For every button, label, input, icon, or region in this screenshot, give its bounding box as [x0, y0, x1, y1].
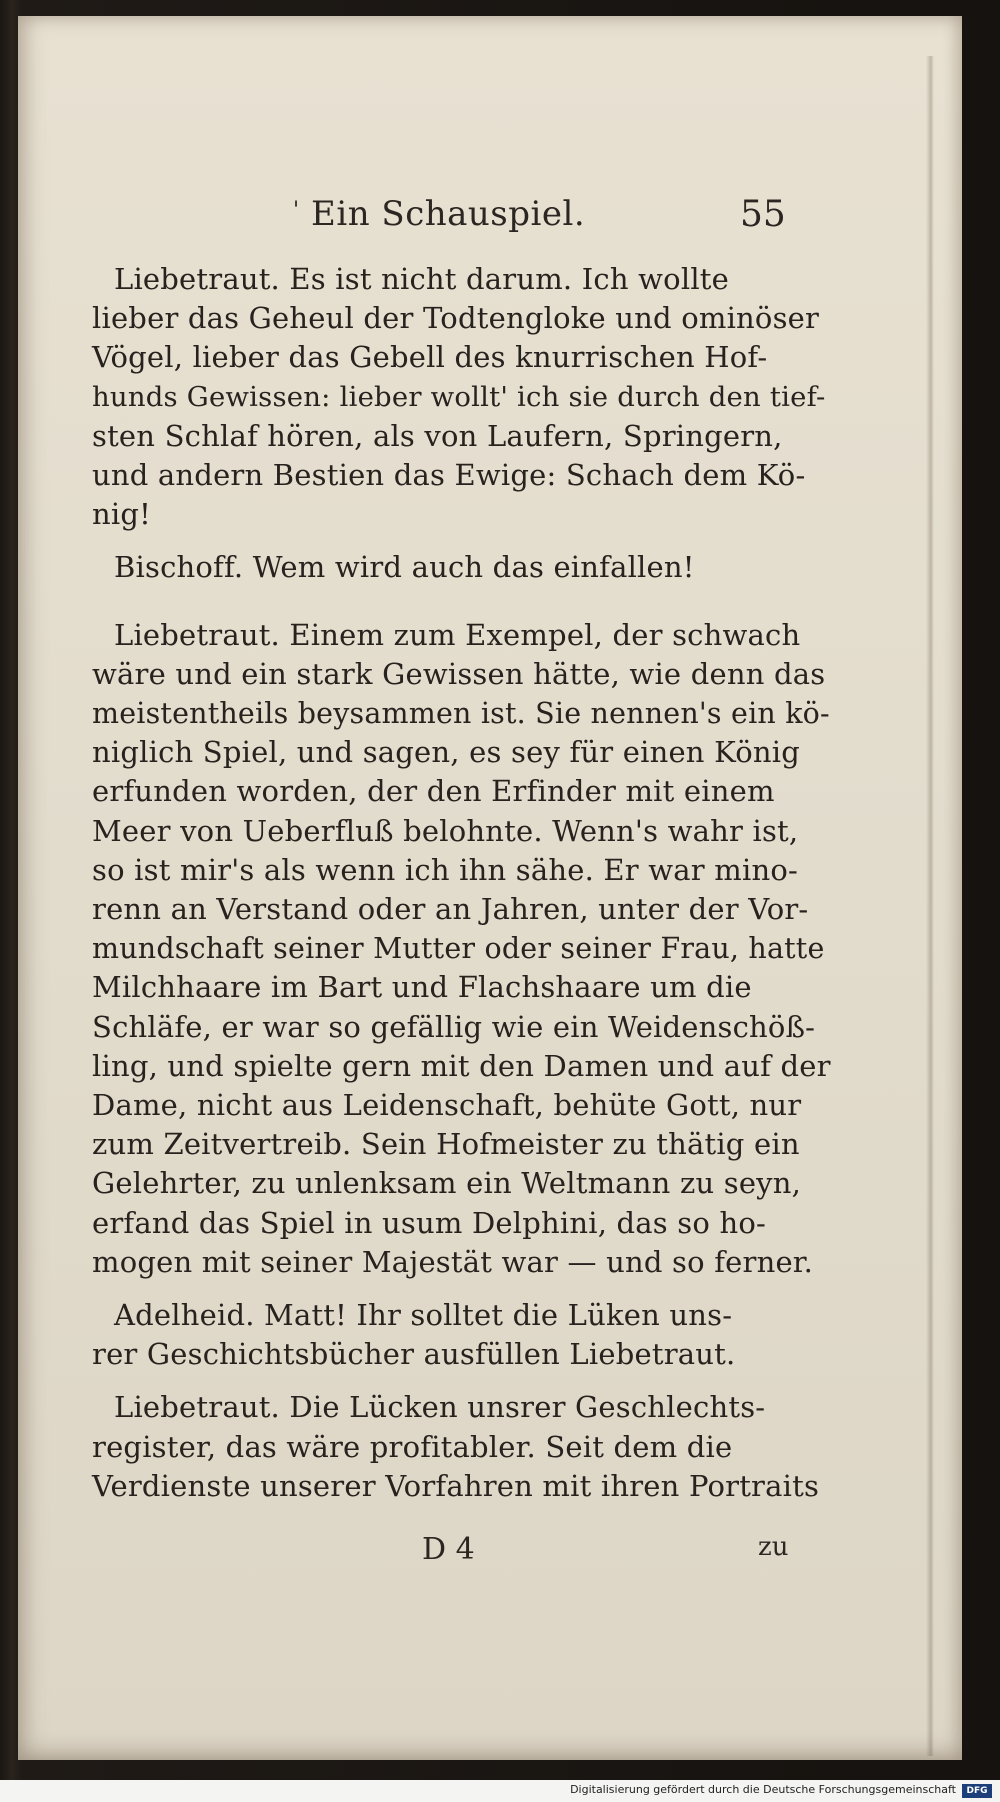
text-line: erfunden worden, der den Erfinder mit einem [92, 774, 775, 809]
text-line: Liebetraut. Es ist nicht darum. Ich wollte [114, 262, 730, 296]
paragraph-liebetraut-3 [92, 1388, 820, 1506]
page-header [18, 194, 962, 244]
paragraph-adelheid [92, 1296, 812, 1374]
text-line: Dame, nicht aus Leidenschaft, behüte Gott, nur [92, 1088, 802, 1123]
text-line: lieber das Geheul der Todtengloke und ominöser [92, 301, 820, 336]
text-line: renn an Verstand oder an Jahren, unter der Vor- [92, 892, 809, 927]
funding-bar [0, 1780, 1000, 1802]
paragraph-liebetraut-2 [92, 616, 831, 1282]
page-number: 55 [740, 194, 786, 235]
text-line: mogen mit seiner Majestät war — und so ferner. [92, 1244, 814, 1279]
page-footer [18, 1532, 962, 1572]
text-line: erfand das Spiel in usum Delphini, das so ho- [92, 1205, 766, 1240]
text-line: rer Geschichtsbücher ausfüllen Liebetraut. [92, 1337, 736, 1372]
running-title: Ein Schauspiel. [311, 194, 586, 234]
funding-note: Digitalisierung gefördert durch die Deutsche Forschungsgemeinschaft [570, 1783, 956, 1796]
text-line: Schläfe, er war so gefällig wie ein Weidenschöß- [92, 1009, 816, 1044]
text-line: Liebetraut. Die Lücken unsrer Geschlechts- [114, 1390, 766, 1425]
text-line: Vögel, lieber das Gebell des knurrischen Hof- [92, 340, 768, 375]
text-line: Gelehrter, zu unlenksam ein Weltmann zu seyn, [92, 1166, 802, 1201]
text-line: Liebetraut. Einem zum Exempel, der schwach [114, 617, 801, 652]
text-line: mundschaft seiner Mutter oder seiner Frau, hatte [92, 932, 825, 966]
text-line: Verdienste unserer Vorfahren mit ihren Portraits [92, 1468, 820, 1503]
paragraph-bischoff [92, 548, 812, 587]
text-line: wäre und ein stark Gewissen hätte, wie denn das [92, 656, 826, 691]
text-line: Milchhaare im Bart und Flachshaare um die [92, 970, 752, 1005]
catchword: zu [758, 1532, 789, 1562]
text-line: und andern Bestien das Ewige: Schach dem Kö- [92, 458, 806, 493]
text-line: Adelheid. Matt! Ihr solltet die Lüken uns- [114, 1298, 733, 1333]
text-line: ling, und spielte gern mit den Damen und auf der [92, 1048, 831, 1083]
text-line: Bischoff. Wem wird auch das einfallen! [114, 550, 695, 585]
text-line: Meer von Ueberfluß belohnte. Wenn's wahr ist, [92, 813, 799, 848]
text-line: zum Zeitvertreib. Sein Hofmeister zu thätig ein [92, 1127, 800, 1162]
page-gutter-shadow [926, 56, 934, 1756]
paragraph-liebetraut-1 [92, 260, 826, 534]
dfg-logo-icon: DFG [962, 1784, 992, 1798]
book-page [18, 16, 962, 1760]
text-line: hunds Gewissen: lieber wollt' ich sie durch den tief- [92, 380, 826, 413]
text-line: nig! [92, 497, 151, 532]
text-line: sten Schlaf hören, als von Laufern, Springern, [92, 418, 783, 453]
header-mark: ' [293, 198, 300, 223]
text-block [92, 260, 831, 1520]
signature-mark: D 4 [422, 1532, 475, 1567]
text-line: niglich Spiel, und sagen, es sey für einen König [92, 735, 800, 770]
text-line: meistentheils beysammen ist. Sie nennen's ein kö- [92, 697, 830, 731]
text-line: register, das wäre profitabler. Seit dem die [92, 1429, 733, 1464]
text-line: so ist mir's als wenn ich ihn sähe. Er war mino- [92, 852, 798, 887]
